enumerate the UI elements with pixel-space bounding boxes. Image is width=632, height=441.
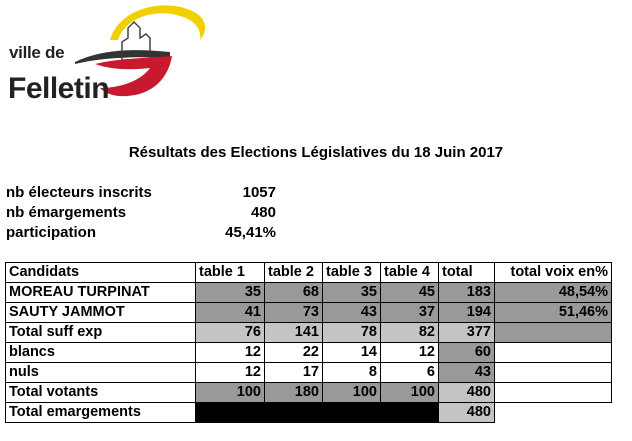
table-cell: 37 [381, 303, 439, 323]
row-label: blancs [6, 343, 196, 363]
table-row [6, 343, 612, 363]
table-cell: 100 [381, 383, 439, 403]
row-label: nuls [6, 363, 196, 383]
table-row [6, 403, 612, 423]
empty-cell [495, 403, 612, 423]
table-cell: 12 [381, 343, 439, 363]
header-cell: table 4 [381, 263, 439, 283]
row-label: SAUTY JAMMOT [6, 303, 196, 323]
header-cell: table 1 [196, 263, 265, 283]
total-cell: 480 [439, 383, 495, 403]
blacked-cell [381, 403, 439, 423]
table-cell: 6 [381, 363, 439, 383]
table-cell: 8 [323, 363, 381, 383]
percent-cell [495, 383, 612, 403]
page-title: Résultats des Elections Législatives du 18 Juin 2017 [128, 144, 504, 161]
row-label: Total votants [6, 383, 196, 403]
stat-row-participation [6, 223, 276, 243]
percent-cell [495, 343, 612, 363]
logo-ville-text: ville de [9, 43, 65, 62]
stat-value: 45,41% [225, 224, 276, 241]
table-cell: 41 [196, 303, 265, 323]
table-cell: 17 [265, 363, 323, 383]
table-cell: 76 [196, 323, 265, 343]
table-row [6, 303, 612, 323]
table-cell: 82 [381, 323, 439, 343]
stat-row-inscrits [6, 183, 276, 203]
table-cell: 68 [265, 283, 323, 303]
table-cell: 78 [323, 323, 381, 343]
percent-cell: 48,54% [495, 283, 612, 303]
results-table [5, 262, 612, 423]
table-row [6, 323, 612, 343]
header-cell: total voix en% [495, 263, 612, 283]
table-cell: 35 [323, 283, 381, 303]
row-label: MOREAU TURPINAT [6, 283, 196, 303]
header-cell: table 3 [323, 263, 381, 283]
blacked-cell [323, 403, 381, 423]
header-cell: Candidats [6, 263, 196, 283]
stats-block [6, 183, 276, 243]
table-cell: 45 [381, 283, 439, 303]
row-label: Total emargements [6, 403, 196, 423]
stat-value: 1057 [242, 184, 276, 201]
total-cell: 43 [439, 363, 495, 383]
stat-row-emargements [6, 203, 276, 223]
blacked-cell [196, 403, 265, 423]
total-cell: 480 [439, 403, 495, 423]
total-cell: 194 [439, 303, 495, 323]
table-cell: 12 [196, 363, 265, 383]
total-cell: 183 [439, 283, 495, 303]
table-cell: 180 [265, 383, 323, 403]
blacked-cell [265, 403, 323, 423]
table-row [6, 383, 612, 403]
table-cell: 22 [265, 343, 323, 363]
stat-label: nb émargements [6, 204, 127, 221]
table-row [6, 363, 612, 383]
header-row [6, 263, 612, 283]
percent-cell: 51,46% [495, 303, 612, 323]
table-cell: 12 [196, 343, 265, 363]
table-cell: 43 [323, 303, 381, 323]
logo-town-text: Felletin [8, 72, 110, 105]
header-cell: table 2 [265, 263, 323, 283]
row-label: Total suff exp [6, 323, 196, 343]
percent-cell [495, 363, 612, 383]
stat-label: participation [6, 224, 97, 241]
table-cell: 141 [265, 323, 323, 343]
header-cell: total [439, 263, 495, 283]
table-cell: 73 [265, 303, 323, 323]
stat-value: 480 [250, 204, 276, 221]
table-cell: 100 [196, 383, 265, 403]
total-cell: 60 [439, 343, 495, 363]
percent-cell [495, 323, 612, 343]
table-row [6, 283, 612, 303]
table-cell: 100 [323, 383, 381, 403]
table-cell: 14 [323, 343, 381, 363]
stat-label: nb électeurs inscrits [6, 184, 152, 201]
table-cell: 35 [196, 283, 265, 303]
total-cell: 377 [439, 323, 495, 343]
felletin-logo [0, 0, 220, 115]
